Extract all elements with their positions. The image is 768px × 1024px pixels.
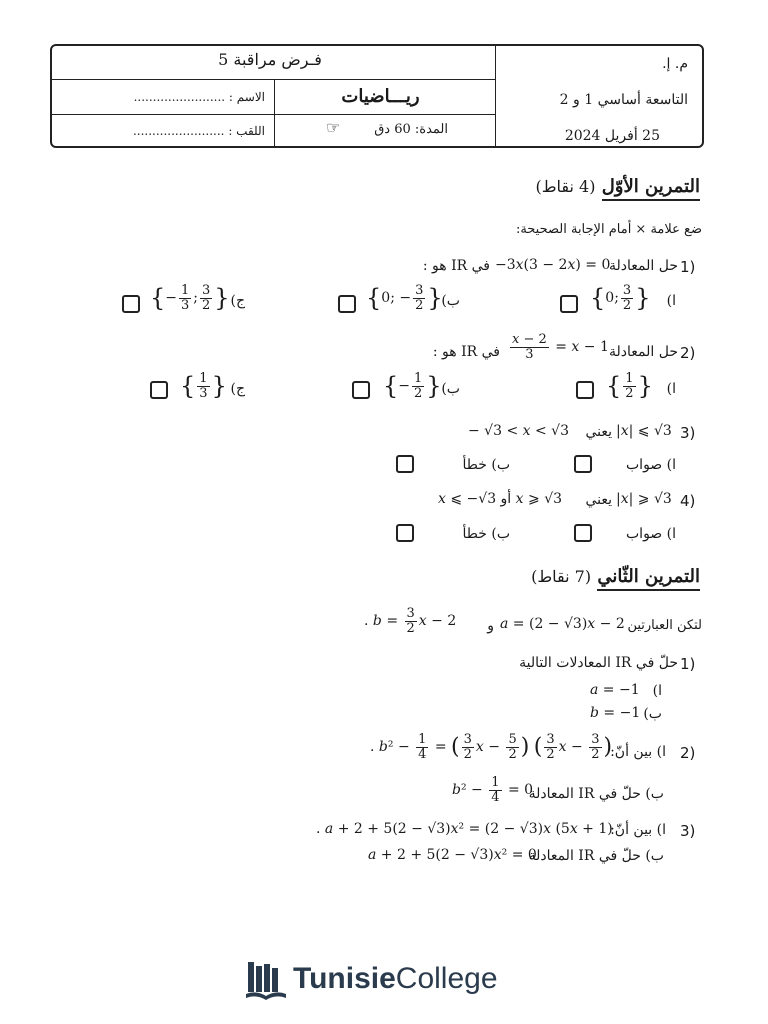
- ex1-q1-domain: في IR هو :: [422, 258, 490, 274]
- header-divider: [274, 79, 275, 146]
- ex1-q2-option-a-label: ا): [666, 381, 676, 397]
- ex1-q2-num: 2): [680, 344, 696, 362]
- ex2-title: [400, 566, 700, 587]
- ex1-q4-option-a-checkbox[interactable]: [574, 524, 592, 542]
- ex1-q2-domain: في IR هو :: [432, 344, 500, 360]
- ex1-q2-option-b-set: {− $\frac{1}{2}$ }: [383, 371, 442, 401]
- ex1-q1-option-c-set: {− $\frac{1}{3}$ ; $\frac{3}{2}$ }: [150, 283, 230, 313]
- ex1-title-text: التمرين الأوّل: [602, 176, 700, 201]
- ex2-q2-a-equation: . b² − $\frac{1}{4}$ = ( $\frac{3}{2}$ x − $\frac{5}{2}$ ) ( $\frac{3}{2}$ x − $\frac{3}{2}$ ): [370, 732, 613, 762]
- ex2-q1-a-equation: a = −1: [590, 682, 640, 698]
- ex1-q1-option-b-checkbox[interactable]: [338, 295, 356, 313]
- ex2-q1-text: حلّ في IR المعادلات التالية: [519, 655, 678, 671]
- ex1-q4-option-b-label: ب) خطأ: [462, 526, 510, 542]
- ex1-q2-option-c-set: { $\frac{1}{3}$ }: [180, 371, 227, 401]
- ex2-q3-a-label: ا) بين أنّ:: [610, 822, 666, 838]
- exam-date: 25 أفريل 2024: [564, 128, 660, 144]
- ex1-q2-equation: $\frac{x - 2}{3}$ = x − 1: [512, 332, 609, 362]
- subject: ريـــاضيات: [341, 86, 420, 107]
- ex1-q2-option-b-checkbox[interactable]: [352, 381, 370, 399]
- ex2-q1-num: 1): [680, 655, 696, 673]
- ex1-q3-equation: |x| ⩽ √3: [616, 423, 672, 439]
- ex1-instruction: ضع علامة × أمام الإجابة الصحيحة:: [515, 222, 702, 237]
- ex2-and: و: [487, 618, 494, 634]
- footer-logo: [245, 958, 505, 1004]
- ex1-title: [400, 176, 700, 197]
- ex1-q2-text: حل المعادلة: [609, 344, 678, 360]
- duration: المدة: 60 دق: [374, 122, 448, 137]
- ex2-q3-b-equation: a + 2 + 5(2 − √3)x² = 0: [368, 847, 537, 863]
- ex1-q1-option-c-checkbox[interactable]: [122, 295, 140, 313]
- ex1-q3-option-a-checkbox[interactable]: [574, 455, 592, 473]
- ex1-q3-option-b-label: ب) خطأ: [462, 457, 510, 473]
- ex2-q3-a-equation: . a + 2 + 5(2 − √3)x² = (2 − √3)x (5x + 1): [316, 821, 613, 837]
- ex2-q1-b-equation: b = −1: [590, 705, 641, 721]
- school-name: م. إ.: [662, 56, 688, 72]
- brand-name: TunisieCollege: [293, 962, 498, 995]
- ex1-q4-result: x ⩽ −√3 أو x ⩾ √3: [438, 491, 563, 507]
- ex2-title-text: التمرين الثّاني: [597, 566, 700, 591]
- ex2-points: (7 نقاط): [531, 567, 592, 586]
- ex1-q2-option-c-label: ج): [230, 381, 245, 397]
- ex1-q3-option-a-label: ا) صواب: [626, 457, 676, 473]
- ex1-q3-means: يعني: [585, 424, 612, 440]
- ex1-q1-text: حل المعادلة: [609, 258, 678, 274]
- ex1-q3-result: − √3 < x < √3: [468, 423, 570, 439]
- class-level: التاسعة أساسي 1 و 2: [559, 92, 688, 108]
- ex1-q4-means: يعني: [585, 492, 612, 508]
- ex1-q3-num: 3): [680, 424, 696, 442]
- ex1-q3-option-b-checkbox[interactable]: [396, 455, 414, 473]
- ex1-q4-option-b-checkbox[interactable]: [396, 524, 414, 542]
- ex1-q2-option-a-checkbox[interactable]: [576, 381, 594, 399]
- surname-field: اللقب : ........................: [132, 124, 265, 138]
- ex2-q2-b-equation: b² − $\frac{1}{4}$ = 0: [452, 775, 534, 805]
- ex2-intro: لتكن العبارتين: [627, 618, 702, 633]
- ex2-q2-a-label: ا) بين أنّ:: [610, 744, 666, 760]
- ex1-q1-equation: −3x(3 − 2x) = 0: [495, 257, 611, 273]
- ex2-q3-num: 3): [680, 822, 696, 840]
- ex1-q1-num: 1): [680, 258, 696, 276]
- ex1-q2-option-c-checkbox[interactable]: [150, 381, 168, 399]
- ex2-q1-b-label: ب): [643, 706, 662, 722]
- pointing-hand-icon: ☞: [326, 118, 341, 137]
- ex2-expression-b: . b = $\frac{3}{2}$ x − 2: [364, 606, 457, 636]
- ex2-q2-b-label: ب) حلّ في IR المعادلة: [528, 786, 664, 802]
- ex1-q2-option-b-label: ب): [441, 381, 460, 397]
- ex1-q4-num: 4): [680, 492, 696, 510]
- ex1-points: (4 نقاط): [535, 177, 596, 196]
- ex1-q1-option-a-checkbox[interactable]: [560, 295, 578, 313]
- ex1-q2-option-a-set: { $\frac{1}{2}$ }: [606, 371, 653, 401]
- ex1-q1-option-a-set: {0; $\frac{3}{2}$ }: [590, 283, 651, 313]
- ex1-q1-option-b-set: {0; − $\frac{3}{2}$ }: [366, 283, 443, 313]
- book-logo-icon: [245, 960, 289, 1002]
- ex1-q4-option-a-label: ا) صواب: [626, 526, 676, 542]
- name-field: الاسم : ........................: [133, 90, 265, 104]
- header-divider: [495, 46, 496, 146]
- ex2-expression-a: a = (2 − √3)x − 2: [500, 616, 625, 632]
- ex2-q2-num: 2): [680, 744, 696, 762]
- ex1-q1-option-c-label: ج): [230, 293, 245, 309]
- ex1-q1-option-a-label: ا): [666, 293, 676, 309]
- ex2-q1-a-label: ا): [652, 683, 662, 699]
- ex1-q4-equation: |x| ⩾ √3: [616, 491, 672, 507]
- ex2-q3-b-label: ب) حلّ في IR المعادلة: [528, 848, 664, 864]
- ex1-q1-option-b-label: ب): [441, 293, 460, 309]
- exam-title: فـرض مراقبة 5: [218, 50, 322, 69]
